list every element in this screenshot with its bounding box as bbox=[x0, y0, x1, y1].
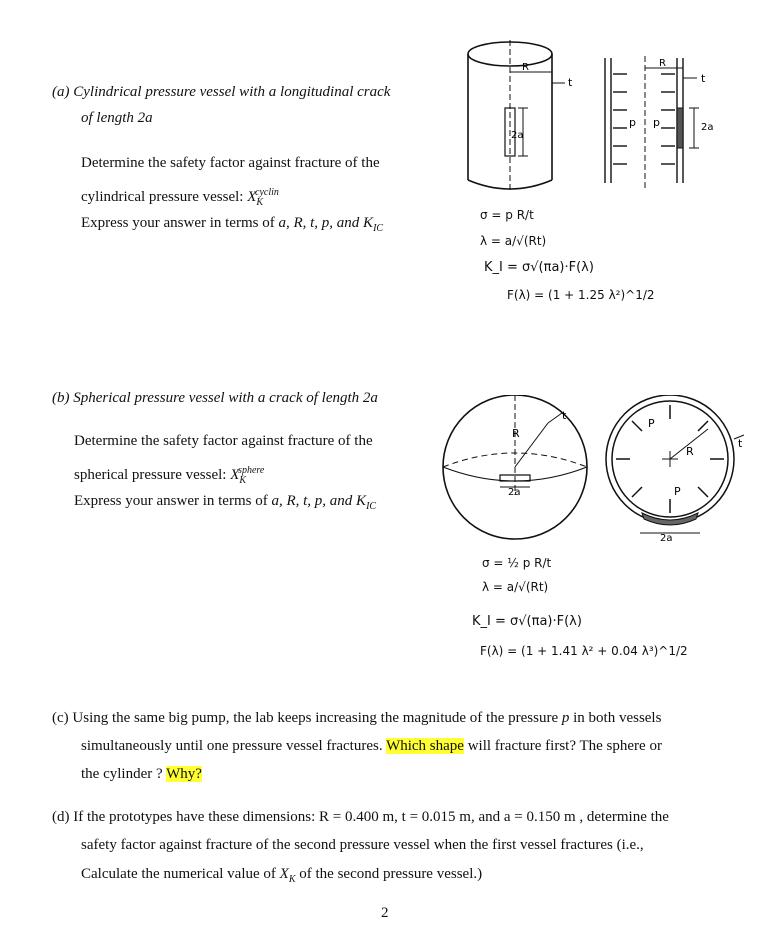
sph-p-bottom-label: P bbox=[674, 485, 681, 498]
part-c-line3: the cylinder ? Why? bbox=[81, 766, 202, 782]
cyl-t-label: t bbox=[568, 76, 573, 89]
part-c-line2: simultaneously until one pressure vessel fractures. Which shape will fracture first? The sphere or bbox=[81, 738, 662, 754]
part-a-heading-line2: of length 2a bbox=[81, 110, 153, 126]
part-d-line1: (d) If the prototypes have these dimensions: R = 0.400 m, t = 0.015 m, and a = 0.150 m , determine the bbox=[52, 809, 669, 825]
part-b-vars: a, R, t, p, and K bbox=[271, 493, 367, 509]
highlight-which-shape: Which shape bbox=[386, 738, 464, 754]
sph-section-crack-label: 2a bbox=[660, 533, 673, 544]
part-a-formula-f: F(λ) = (1 + 1.25 λ²)^1/2 bbox=[507, 288, 655, 302]
part-a-formula-lambda: λ = a/√(Rt) bbox=[480, 234, 547, 248]
part-b-safety-symbol: $X_K^{sphere}$ bbox=[230, 465, 265, 486]
cyl-crack-label: 2a bbox=[511, 130, 524, 141]
part-b-formula-lambda: λ = a/√(Rt) bbox=[482, 580, 549, 594]
part-a-line3: Express your answer in terms of a, R, t, p, and $K_{IC}$ bbox=[81, 215, 384, 234]
part-b-formula-sigma: σ = ½ p R/t bbox=[482, 556, 552, 570]
part-a-formula-k: K_I = σ√(πa)·F(λ) bbox=[484, 260, 594, 275]
part-a-line2 bbox=[81, 183, 279, 213]
part-a-heading-line1: (a) Cylindrical pressure vessel with a longitudinal crack bbox=[52, 84, 391, 100]
cyl-section-r-label: R bbox=[659, 58, 666, 69]
page-number: 2 bbox=[381, 905, 389, 921]
sphere-figure bbox=[430, 395, 750, 545]
sph-crack-label: 2a bbox=[508, 487, 521, 498]
part-a-formula-sigma: σ = p R/t bbox=[480, 208, 534, 222]
part-a-vars: a, R, t, p, and K bbox=[278, 215, 374, 231]
part-b-formula-k: K_I = σ√(πa)·F(λ) bbox=[472, 614, 582, 629]
cylinder-figure bbox=[455, 38, 740, 198]
part-d-line2: safety factor against fracture of the second pressure vessel when the first vessel fractures (i.e., bbox=[81, 837, 644, 853]
highlight-why: Why? bbox=[166, 766, 202, 782]
part-d-safety-symbol: $X_K$ bbox=[279, 866, 296, 885]
sph-t-label: t bbox=[562, 409, 567, 422]
cyl-p-right-label: p bbox=[653, 116, 660, 129]
sph-p-top-label: P bbox=[648, 417, 655, 430]
cyl-r-label: R bbox=[522, 62, 529, 73]
part-b-line3: Express your answer in terms of a, R, t, p, and $K_{IC}$ bbox=[74, 493, 377, 512]
cylinder-cross-section bbox=[605, 56, 699, 188]
part-b-formula-f: F(λ) = (1 + 1.41 λ² + 0.04 λ³)^1/2 bbox=[480, 644, 688, 658]
sphere-cross-section bbox=[606, 395, 744, 533]
part-a-safety-symbol: $X_K^{cyclin}$ bbox=[247, 187, 279, 208]
part-d-line3: Calculate the numerical value of $X_K$ of the second pressure vessel.) bbox=[81, 866, 483, 885]
part-b-line2: spherical pressure vessel: $X_K^{sphere}$ bbox=[74, 465, 265, 486]
cyl-section-t-label: t bbox=[701, 72, 706, 85]
part-a-line2-prefix: cylindrical pressure vessel: bbox=[81, 189, 244, 205]
part-b-line1: Determine the safety factor against fracture of the bbox=[74, 433, 373, 449]
sph-r-label: R bbox=[512, 427, 520, 440]
cyl-section-crack-label: 2a bbox=[701, 122, 714, 133]
sph-section-r-label: R bbox=[686, 445, 694, 458]
part-b-heading: (b) Spherical pressure vessel with a crack of length 2a bbox=[52, 390, 378, 406]
part-a-line1: Determine the safety factor against fracture of the bbox=[81, 155, 380, 171]
cylinder-drawing bbox=[468, 40, 552, 193]
part-c-line1: (c) Using the same big pump, the lab keeps increasing the magnitude of the pressure p in both vessels bbox=[52, 710, 662, 726]
sph-section-t-label: t bbox=[738, 437, 743, 450]
cyl-p-left-label: p bbox=[629, 116, 636, 129]
